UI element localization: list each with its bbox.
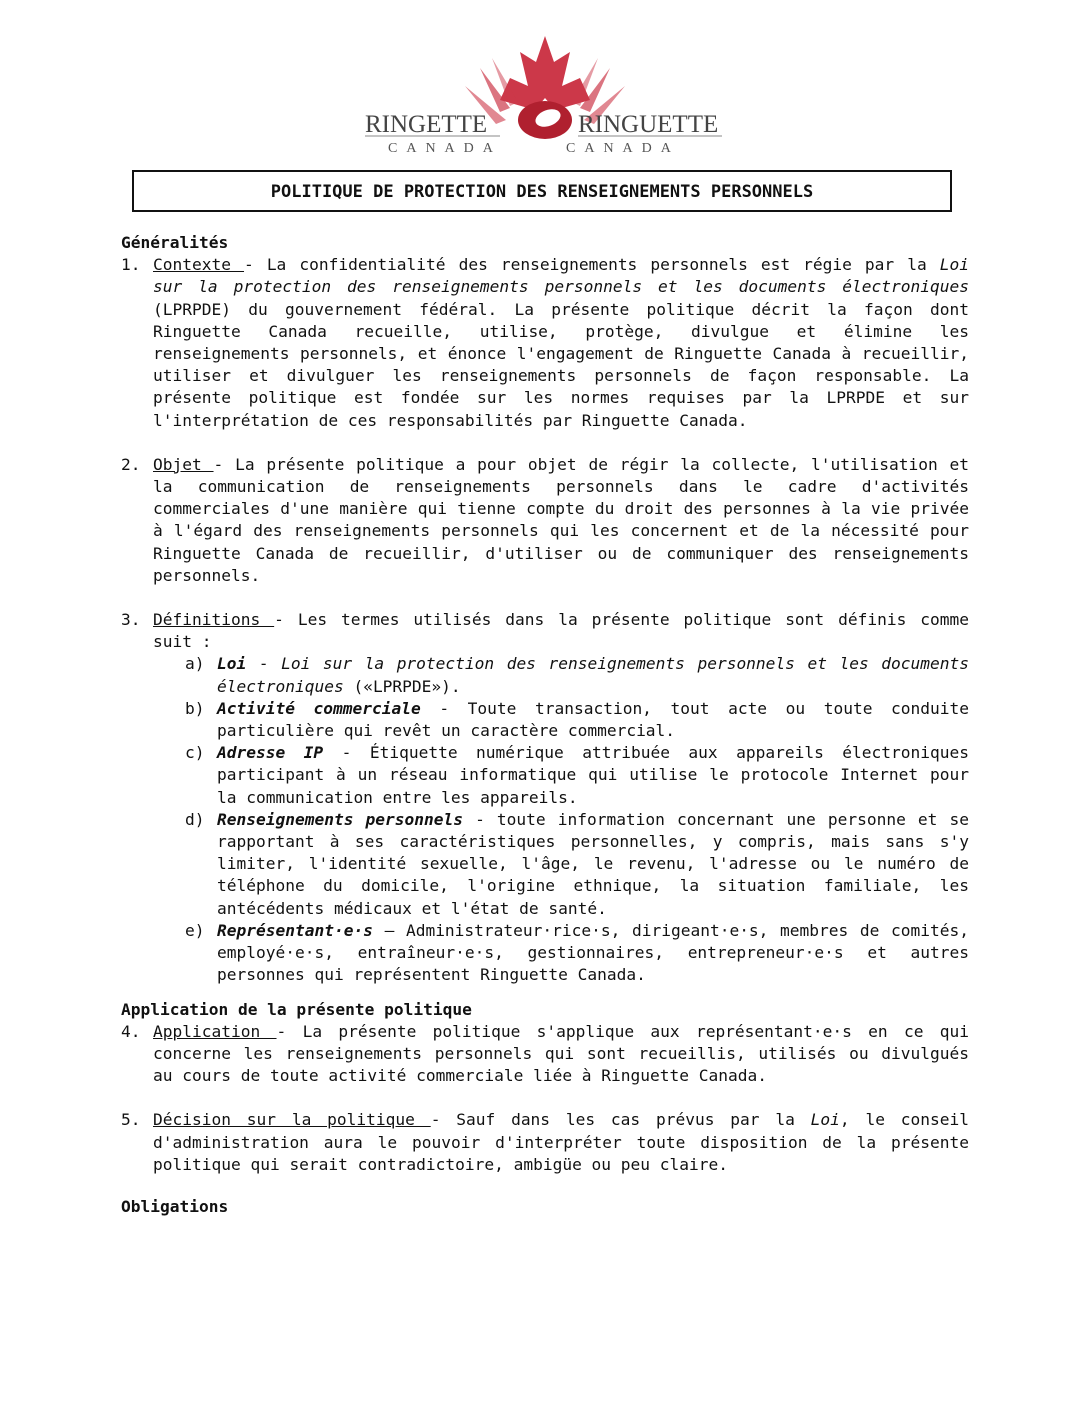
svg-text:CANADA: CANADA: [566, 141, 680, 156]
definition-e-representatives: e) Représentant·e·s – Administrateur·rice·s, dirigeant·e·s, membres de comités, employé·e·s, entraîneur·e·s, gestionnaires, entrepreneur·e·s et autres personnes qui représentent Ringuette Canada.: [185, 920, 969, 985]
clause-2-purpose: 2. Objet - La présente politique a pour objet de régir la collecte, l'utilisation et la communication de renseignements personnels dans le cadre d'activités commerciales d'une manière qui tienne compte du droit des personnes à la vie privée à l'égard des renseignements personnels qui les concernent et de la nécessité pour Ringuette Canada de recueillir, d'utiliser ou de communiquer des renseignements personnels.: [121, 454, 970, 585]
clause-3-definitions: 3. Définitions - Les termes utilisés dans la présente politique sont définis comme suit :: [121, 610, 969, 652]
clause-4-application: 4. Application - La présente politique s'applique aux représentant·e·s en ce qui concerne les renseignements personnels qui sont recueillis, utilisés ou divulgués au cours de toute activité commerciale liée à Ringuette Canada.: [121, 1021, 970, 1086]
policy-title-box: [132, 170, 952, 212]
clause-1-context: 1. Contexte - La confidentialité des renseignements personnels est régie par la Loi sur la protection des renseignements personnels et les documents électroniques (LPRPDE) du gouvernement fédéral. La présente politique décrit la façon dont Ringuette Canada recueille, utilise, protège, divulgue et élimine les renseignements personnels, et énonce l'engagement de Ringuette Canada à recueillir, utiliser et divulguer les renseignements personnels de façon responsable. La présente politique est fondée sur les normes requises par la LPRPDE et sur l'interprétation de ces responsabilités par Ringuette Canada.: [121, 255, 969, 430]
clause-label: Décision sur la politique: [153, 1110, 431, 1130]
definition-d-personal-information: d) Renseignements personnels - toute information concernant une personne et se rapportant à ses caractéristiques personnelles, y compris, mais sans s'y limiter, l'identité sexuelle, l'âge, le revenu, l'adresse ou le numéro de téléphone du domicile, l'origine ethnique, la situation familiale, les antécédents médicaux et l'état de santé.: [185, 809, 969, 918]
definition-b-commercial-activity: b) Activité commerciale - Toute transaction, tout acte ou toute conduite particulière qui revêt un caractère commercial.: [185, 698, 969, 741]
section-heading-obligations: Obligations: [121, 1196, 229, 1216]
clause-label: Définitions: [153, 610, 275, 630]
definition-c-ip-address: c) Adresse IP - Étiquette numérique attribuée aux appareils électroniques participant à un réseau informatique qui utilise le protocole Internet pour la communication entre les appareils.: [185, 743, 969, 807]
definition-a-law: a) Loi - Loi sur la protection des renseignements personnels et les documents électroniques («LPRPDE»).: [185, 654, 969, 696]
ringette-canada-logo: [360, 28, 730, 158]
section-heading-application: Application de la présente politique: [121, 999, 472, 1019]
policy-body: [121, 232, 969, 1218]
clause-label: Application: [153, 1021, 277, 1041]
maple-leaf-logo-icon: [360, 28, 730, 158]
policy-title: POLITIQUE DE PROTECTION DES RENSEIGNEMENTS PERSONNELS: [270, 182, 814, 202]
svg-text:RINGUETTE: RINGUETTE: [578, 111, 719, 138]
svg-text:RINGETTE: RINGETTE: [365, 111, 488, 138]
clause-label: Objet: [153, 454, 214, 474]
clause-label: Contexte: [153, 255, 245, 275]
section-heading-general: Généralités: [121, 233, 229, 252]
svg-text:CANADA: CANADA: [388, 141, 502, 156]
clause-5-policy-decision: 5. Décision sur la politique - Sauf dans les cas prévus par la Loi, le conseil d'administration aura le pouvoir d'interpréter toute disposition de la présente politique qui serait contradictoire, ambigüe ou peu claire.: [121, 1110, 970, 1174]
